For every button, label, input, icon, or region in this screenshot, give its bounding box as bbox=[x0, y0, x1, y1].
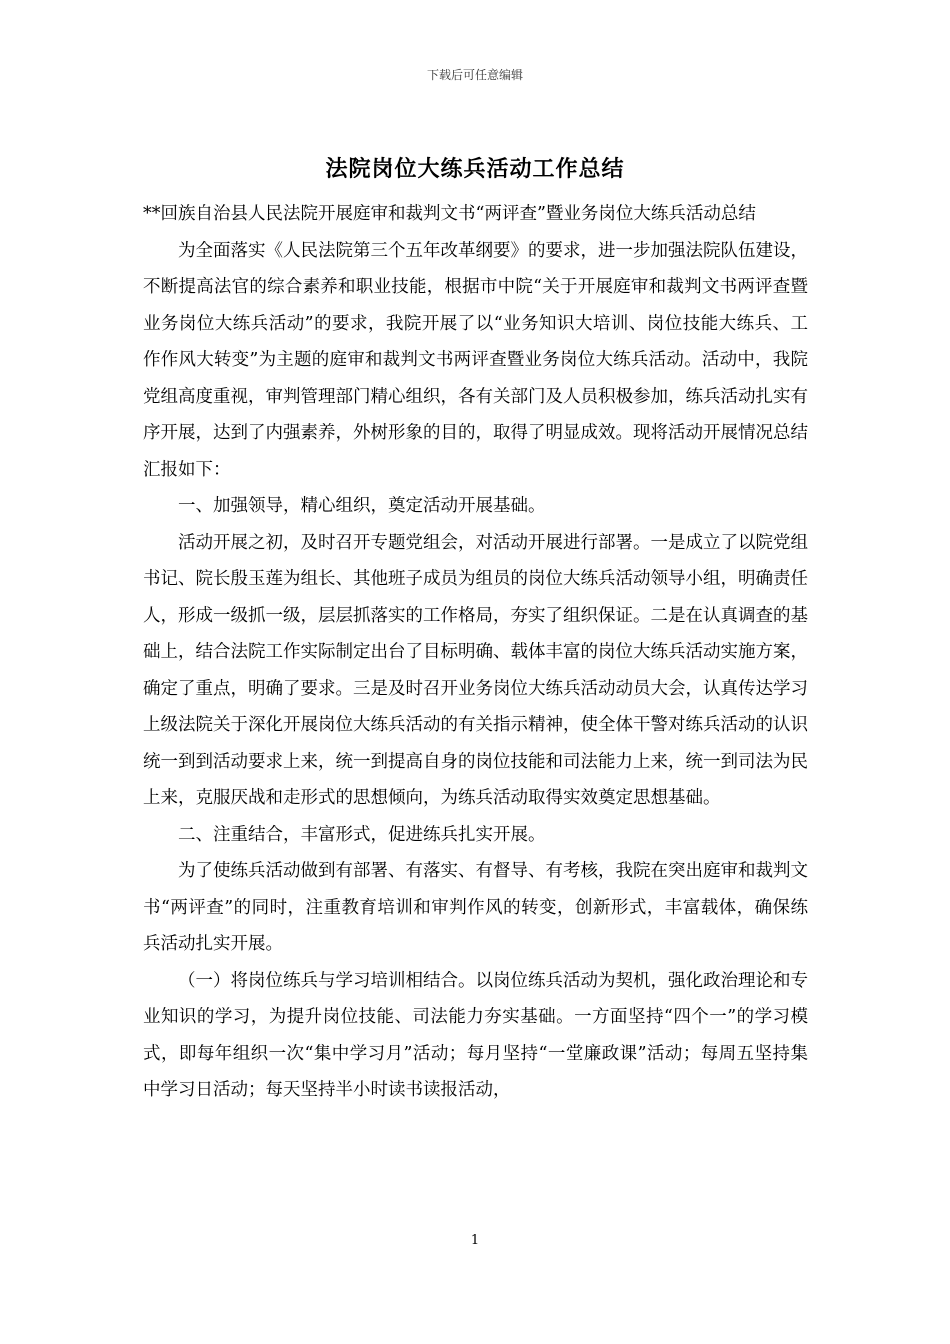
subsection-1-paragraph: （一）将岗位练兵与学习培训相结合。以岗位练兵活动为契机，强化政治理论和专业知识的学习，为提升岗位技能、司法能力夯实基础。一方面坚持“四个一”的学习模式，即每年组织一次“集中学习月”活动；每月坚持“一堂廉政课”活动；每周五坚持集中学习日活动；每天坚持半小时读书读报活动， bbox=[143, 970, 808, 1100]
intro-paragraph: 为全面落实《人民法院第三个五年改革纲要》的要求，进一步加强法院队伍建设，不断提高法官的综合素养和职业技能，根据市中院“关于开展庭审和裁判文书两评查暨业务岗位大练兵活动”的要求，我院开展了以“业务知识大培训、岗位技能大练兵、工作作风大转变”为主题的庭审和裁判文书两评查暨业务岗位大练兵活动。活动中，我院党组高度重视，审判管理部门精心组织，各有关部门及人员积极参加，练兵活动扎实有序开展，达到了内强素养，外树形象的目的，取得了明显成效。现将活动开展情况总结汇报如下： bbox=[143, 240, 808, 480]
section-heading-2: 二、注重结合，丰富形式，促进练兵扎实开展。 bbox=[178, 824, 546, 845]
document-title: 法院岗位大练兵活动工作总结 bbox=[325, 157, 625, 182]
document-body bbox=[143, 196, 808, 1109]
page-number: 1 bbox=[470, 1233, 480, 1248]
header-note: 下载后可任意编辑 bbox=[426, 68, 523, 82]
subtitle-paragraph: **回族自治县人民法院开展庭审和裁判文书“两评查”暨业务岗位大练兵活动总结 bbox=[143, 204, 756, 224]
section-heading-1: 一、加强领导，精心组织，奠定活动开展基础。 bbox=[178, 496, 546, 516]
section-1-paragraph: 活动开展之初，及时召开专题党组会，对活动开展进行部署。一是成立了以院党组书记、院长殷玉莲为组长、其他班子成员为组员的岗位大练兵活动领导小组，明确责任人，形成一级抓一级，层层抓落实的工作格局，夯实了组织保证。二是在认真调查的基础上，结合法院工作实际制定出台了目标明确、载体丰富的岗位大练兵活动实施方案，确定了重点，明确了要求。三是及时召开业务岗位大练兵活动动员大会，认真传达学习上级法院关于深化开展岗位大练兵活动的有关指示精神，使全体干警对练兵活动的认识统一到到活动要求上来，统一到提高自身的岗位技能和司法能力上来，统一到司法为民上来，克服厌战和走形式的思想倾向，为练兵活动取得实效奠定思想基础。 bbox=[143, 532, 808, 808]
section-2-paragraph: 为了使练兵活动做到有部署、有落实、有督导、有考核，我院在突出庭审和裁判文书“两评查”的同时，注重教育培训和审判作风的转变，创新形式，丰富载体，确保练兵活动扎实开展。 bbox=[143, 861, 808, 954]
